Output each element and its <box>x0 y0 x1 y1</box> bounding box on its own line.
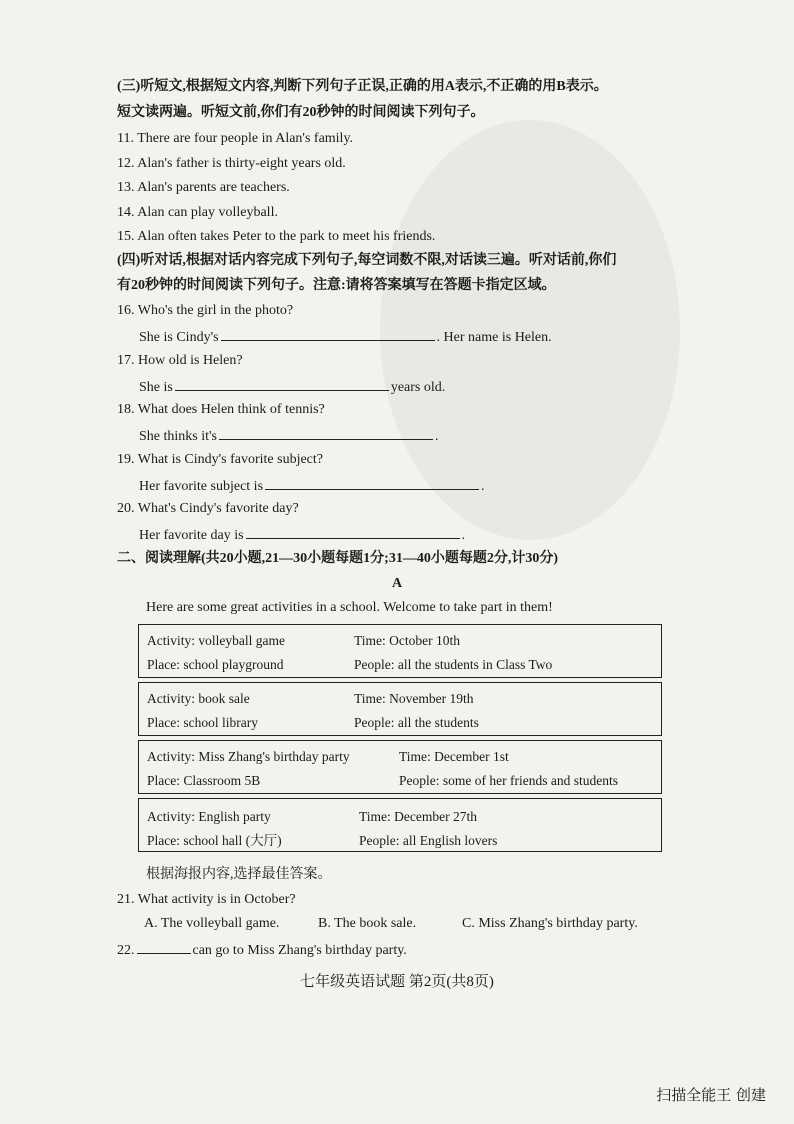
option-21-a[interactable]: A. The volleyball game. <box>144 916 280 931</box>
activity-people: People: all the students in Class Two <box>354 657 553 672</box>
part3-instruction-2: 短文读两遍。听短文前,你们有20秒钟的时间阅读下列句子。 <box>117 105 485 120</box>
answer-18-line <box>139 426 438 446</box>
part3-instruction-1: (三)听短文,根据短文内容,判断下列句子正误,正确的用A表示,不正确的用B表示。 <box>117 79 608 94</box>
activity-time: Time: November 19th <box>354 691 474 706</box>
question-17: 17. How old is Helen? <box>117 353 243 368</box>
answer-18-prefix: She thinks it's <box>139 429 217 444</box>
activity-name: Activity: English party <box>147 809 271 824</box>
question-18: 18. What does Helen think of tennis? <box>117 402 325 417</box>
activity-card-english-party <box>138 798 662 852</box>
answer-16-blank[interactable] <box>221 327 435 341</box>
option-21-c[interactable]: C. Miss Zhang's birthday party. <box>462 916 638 931</box>
question-11: 11. There are four people in Alan's family. <box>117 131 354 146</box>
question-22-number: 22. <box>117 943 135 958</box>
activity-time: Time: December 1st <box>399 749 509 764</box>
activity-people: People: all the students <box>354 715 479 730</box>
answer-20-line <box>139 525 465 545</box>
activity-name: Activity: Miss Zhang's birthday party <box>147 749 350 764</box>
question-12: 12. Alan's father is thirty-eight years old. <box>117 156 346 171</box>
question-13: 13. Alan's parents are teachers. <box>117 180 290 195</box>
question-20: 20. What's Cindy's favorite day? <box>117 501 299 516</box>
question-16: 16. Who's the girl in the photo? <box>117 303 294 318</box>
activity-place: Place: Classroom 5B <box>147 773 261 788</box>
activity-name: Activity: volleyball game <box>147 633 285 648</box>
part4-instruction-1: (四)听对话,根据对话内容完成下列句子,每空词数不限,对话读三遍。听对话前,你们 <box>117 253 617 268</box>
answer-17-line <box>139 377 445 397</box>
answer-17-suffix: years old. <box>390 380 446 395</box>
option-21-b[interactable]: B. The book sale. <box>318 916 417 931</box>
question-19: 19. What is Cindy's favorite subject? <box>117 452 324 467</box>
answer-17-prefix: She is <box>139 380 173 395</box>
question-14: 14. Alan can play volleyball. <box>117 205 278 220</box>
answer-18-suffix: . <box>434 429 439 444</box>
activity-people: People: some of her friends and students <box>399 773 618 788</box>
reading-heading: 二、阅读理解(共20小题,21—30小题每题1分;31—40小题每题2分,计30分) <box>117 551 558 566</box>
question-22-blank[interactable] <box>137 940 191 954</box>
activity-place: Place: school library <box>147 715 258 730</box>
activity-place: Place: school hall (大厅) <box>147 833 282 848</box>
question-22-text: can go to Miss Zhang's birthday party. <box>192 943 407 958</box>
question-21: 21. What activity is in October? <box>117 892 296 907</box>
section-a-title: A <box>391 576 403 591</box>
activity-name: Activity: book sale <box>147 691 250 706</box>
activity-card-volleyball <box>138 624 662 678</box>
reading-instruction: 根据海报内容,选择最佳答案。 <box>146 867 332 882</box>
answer-20-blank[interactable] <box>246 525 460 539</box>
answer-20-prefix: Her favorite day is <box>139 528 244 543</box>
part4-instruction-2: 有20秒钟的时间阅读下列句子。注意:请将答案填写在答题卡指定区域。 <box>117 278 556 293</box>
answer-18-blank[interactable] <box>219 426 433 440</box>
answer-20-suffix: . <box>461 528 466 543</box>
activity-time: Time: December 27th <box>359 809 477 824</box>
activity-people: People: all English lovers <box>359 833 498 848</box>
scanner-watermark: 扫描全能王 创建 <box>656 1086 766 1104</box>
answer-16-suffix: . Her name is Helen. <box>436 330 552 345</box>
question-22 <box>117 940 407 960</box>
answer-19-prefix: Her favorite subject is <box>139 479 264 494</box>
answer-16-line <box>139 327 552 347</box>
activity-card-book-sale <box>138 682 662 736</box>
activity-card-birthday-party <box>138 740 662 794</box>
question-15: 15. Alan often takes Peter to the park to meet his friends. <box>117 229 436 244</box>
activity-time: Time: October 10th <box>354 633 460 648</box>
page-footer: 七年级英语试题 第2页(共8页) <box>300 974 494 990</box>
answer-17-blank[interactable] <box>175 377 389 391</box>
reading-intro: Here are some great activities in a school. Welcome to take part in them! <box>146 600 553 615</box>
activity-place: Place: school playground <box>147 657 284 672</box>
answer-19-line <box>139 476 485 496</box>
answer-19-blank[interactable] <box>265 476 479 490</box>
answer-19-suffix: . <box>481 479 485 494</box>
answer-16-prefix: She is Cindy's <box>139 330 219 345</box>
